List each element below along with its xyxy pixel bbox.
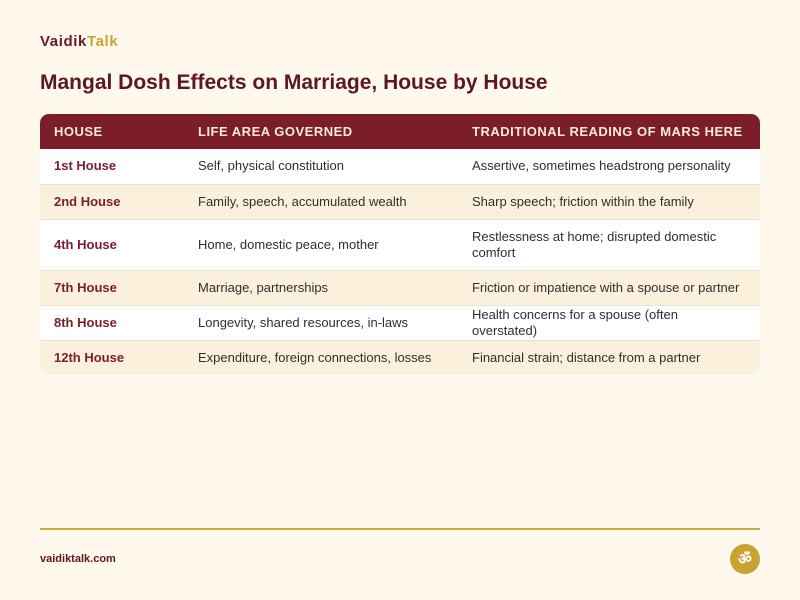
brand-name-accent: Talk (86, 33, 119, 50)
header-mars-reading: TRADITIONAL READING OF MARS HERE (472, 124, 743, 139)
om-icon: ॐ (730, 544, 760, 574)
house-cell: 2nd House (40, 184, 184, 219)
table-row (40, 270, 760, 305)
reading-cell: Restlessness at home; disrupted domestic comfort (458, 219, 760, 270)
house-cell: 1st House (54, 158, 117, 174)
brand-logo (40, 33, 118, 50)
life-area-cell: Home, domestic peace, mother (184, 219, 458, 270)
table-row (40, 184, 760, 219)
life-area-cell: Family, speech, accumulated wealth (184, 184, 458, 219)
life-area-cell: Marriage, partnerships (184, 270, 458, 305)
house-cell: 12th House (40, 340, 184, 375)
footer-site-link[interactable]: vaidiktalk.com (40, 553, 116, 565)
table-row (40, 340, 760, 375)
house-cell: 8th House (40, 305, 184, 340)
house-cell: 4th House (40, 219, 184, 270)
life-area-cell: Expenditure, foreign connections, losses (184, 340, 458, 375)
reading-cell: Financial strain; distance from a partner (458, 340, 760, 375)
reading-cell: Assertive, sometimes headstrong personality (472, 158, 731, 174)
table-header-row (40, 114, 760, 149)
reading-cell: Sharp speech; friction within the family (458, 184, 760, 219)
header-house: HOUSE (54, 124, 103, 139)
life-area-cell: Longevity, shared resources, in-laws (184, 305, 458, 340)
mangal-dosh-table (40, 114, 760, 375)
table-row (40, 149, 760, 184)
table-row (40, 305, 760, 340)
reading-cell: Health concerns for a spouse (often overstated) (458, 305, 760, 340)
table-row (40, 219, 760, 270)
reading-cell: Friction or impatience with a spouse or partner (458, 270, 760, 305)
life-area-cell: Self, physical constitution (198, 158, 344, 174)
footer-divider (40, 528, 760, 530)
page-title: Mangal Dosh Effects on Marriage, House by House (40, 71, 548, 94)
effects-table (40, 114, 760, 375)
header-life-area: LIFE AREA GOVERNED (198, 124, 353, 139)
house-cell: 7th House (40, 270, 184, 305)
brand-name-primary: Vaidik (40, 33, 87, 50)
